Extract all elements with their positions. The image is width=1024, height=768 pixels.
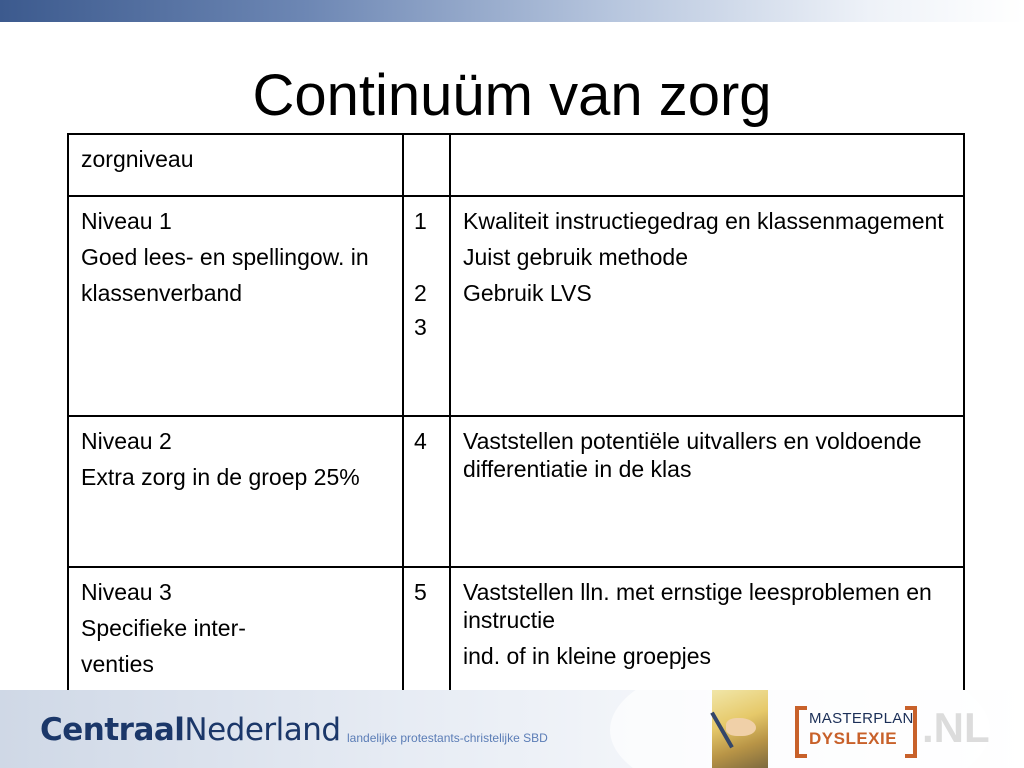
- table-cell: [68, 416, 403, 567]
- hand-shape: [726, 718, 756, 736]
- care-continuum-table: [67, 133, 965, 768]
- spacer: [414, 243, 439, 279]
- cell-text: Goed lees- en spellingow. in: [81, 244, 369, 270]
- cell-text: Gebruik LVS: [463, 280, 592, 306]
- cell-text: Vaststellen lln. met ernstige leesproblemen en instructie: [463, 579, 932, 633]
- writing-hand-photo: [712, 690, 768, 768]
- table-cell: [450, 416, 964, 567]
- cell-text: Specifieke inter-: [81, 615, 246, 641]
- table-cell: [403, 196, 450, 416]
- cell-text: ind. of in kleine groepjes: [463, 643, 712, 669]
- cell-text: Niveau 1: [81, 208, 172, 234]
- cell-text: Extra zorg in de groep 25%: [81, 464, 360, 490]
- cell-text: Kwaliteit instructiegedrag en klassenmagement: [463, 208, 944, 234]
- cell-number: 5: [414, 579, 427, 605]
- masterplan-text: MASTERPLAN: [809, 710, 914, 727]
- cell-text: Vaststellen potentiële uitvallers en voldoende differentiatie in de klas: [463, 428, 922, 482]
- cell-text: Niveau 3: [81, 579, 172, 605]
- table-cell: [68, 196, 403, 416]
- table-row-niveau-2: [68, 416, 964, 567]
- slide-title: Continuüm van zorg: [252, 63, 772, 128]
- table-cell: [450, 196, 964, 416]
- bracket-left-icon: [795, 706, 807, 758]
- bracket-right-icon: [905, 706, 917, 758]
- cell-number: 3: [414, 314, 427, 340]
- cell-text: klassenverband: [81, 280, 243, 306]
- table-cell: [68, 134, 403, 196]
- table-cell: [403, 567, 450, 695]
- masterplan-dyslexie-logo: [795, 706, 917, 752]
- cell-number: 4: [414, 428, 427, 454]
- centraal-nederland-logo: [40, 712, 341, 748]
- cell-text: venties: [81, 651, 154, 677]
- table-cell: [450, 567, 964, 695]
- table-row-niveau-1: [68, 196, 964, 416]
- header-gradient-bar: [0, 0, 1024, 22]
- cell-text: Niveau 2: [81, 428, 172, 454]
- table-row-niveau-3: [68, 567, 964, 695]
- cell-number: 1: [414, 208, 427, 234]
- cell-text: Juist gebruik methode: [463, 244, 689, 270]
- logo-text-bold: Centraal: [40, 712, 185, 748]
- footer-banner: [0, 690, 1024, 768]
- table-cell: [450, 134, 964, 196]
- logo-text: Nederland: [184, 712, 341, 748]
- domain-suffix: .NL: [922, 704, 990, 751]
- table-row-header: [68, 134, 964, 196]
- dyslexie-text: DYSLEXIE: [809, 729, 898, 748]
- table-cell: [68, 567, 403, 695]
- table-cell: [403, 134, 450, 196]
- logo-subtitle: landelijke protestants-christelijke SBD: [347, 731, 548, 745]
- care-continuum-table-container: [67, 133, 965, 768]
- cell-text: zorgniveau: [81, 146, 194, 172]
- table-cell: [403, 416, 450, 567]
- cell-number: 2: [414, 280, 427, 306]
